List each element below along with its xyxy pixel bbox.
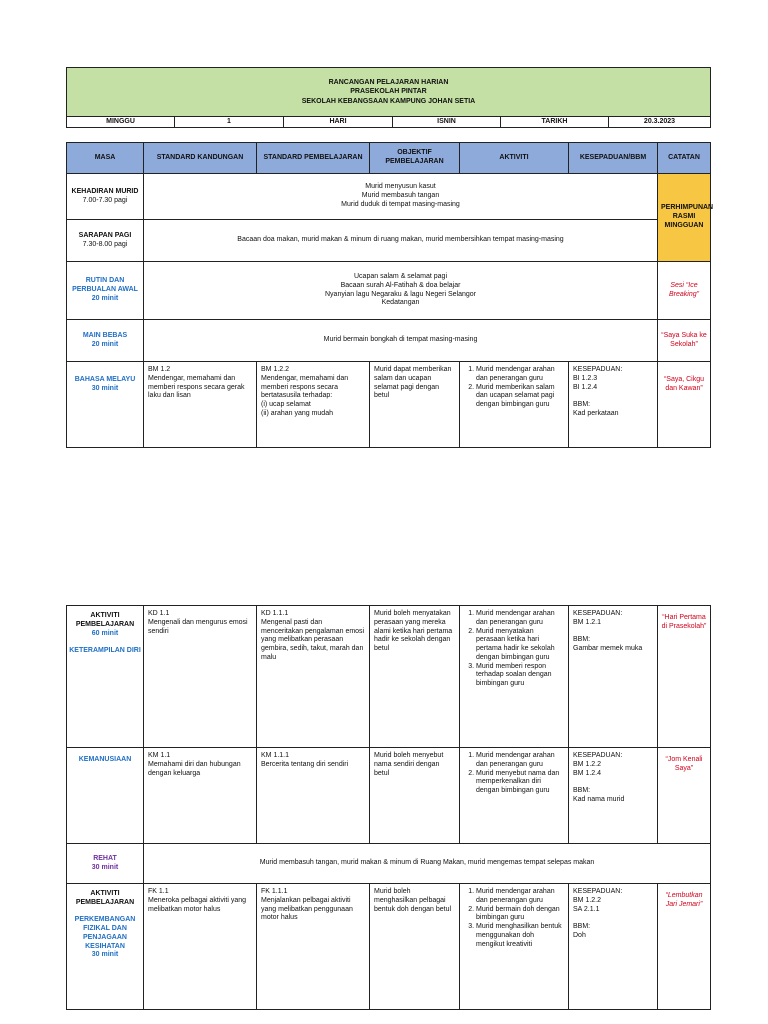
- km-standard-kandungan: KM 1.1 Memahami diri dan hubungan dengan keluarga: [144, 748, 257, 844]
- bm-standard-kandungan: BM 1.2 Mendengar, memahami dan memberi respons secara gerak laku dan lisan: [144, 362, 257, 448]
- fk-standard-pembelajaran: FK 1.1.1 Menjalankan pelbagai aktiviti yang melibatkan penggunaan motor halus: [257, 884, 370, 1010]
- table-row: [67, 220, 711, 262]
- title-line-2: PRASEKOLAH PINTAR: [350, 88, 427, 96]
- col-standard-kandungan: STANDARD KANDUNGAN: [144, 143, 257, 174]
- main-bebas-content: Murid bermain bongkah di tempat masing-masing: [144, 320, 658, 362]
- hari-label: HARI: [284, 117, 393, 128]
- fk-kesepaduan: KESEPADUAN: BM 1.2.2 SA 2.1.1 BBM: Doh: [569, 884, 658, 1010]
- kd-standard-pembelajaran: KD 1.1.1 Mengenal pasti dan menceritakan pengalaman emosi yang melibatkan perasaan gembira, sedih, takut, marah dan malu: [257, 606, 370, 748]
- masa-aktiviti-kd: AKTIVITI PEMBELAJARAN 60 minit KETERAMPILAN DIRI: [67, 606, 144, 748]
- col-objektif: OBJEKTIF PEMBELAJARAN: [370, 143, 460, 174]
- table-row: [67, 262, 711, 320]
- fk-standard-kandungan: FK 1.1 Meneroka pelbagai aktiviti yang melibatkan motor halus: [144, 884, 257, 1010]
- table-row: [67, 320, 711, 362]
- table-row: [67, 844, 711, 884]
- masa-rehat: REHAT 30 minit: [67, 844, 144, 884]
- rutin-content: Ucapan salam & selamat pagi Bacaan surah Al-Fatihah & doa belajar Nyanyian lagu Negaraku & lagu Negeri Selangor Kedatangan: [144, 262, 658, 320]
- kd-standard-kandungan: KD 1.1 Mengenali dan mengurus emosi sendiri: [144, 606, 257, 748]
- col-standard-pembelajaran: STANDARD PEMBELAJARAN: [257, 143, 370, 174]
- header-table: [66, 67, 711, 128]
- kehadiran-content: Murid menyusun kasut Murid membasuh tangan Murid duduk di tempat masing-masing: [144, 174, 658, 220]
- col-kesepaduan: KESEPADUAN/BBM: [569, 143, 658, 174]
- masa-rutin: RUTIN DAN PERBUALAN AWAL 20 minit: [67, 262, 144, 320]
- kd-note: “Hari Pertama di Prasekolah”: [658, 606, 711, 748]
- km-aktiviti: 1. Murid mendengar arahan dan penerangan guru 2. Murid menyebut nama dan memperkenalkan diri dengan bimbingan guru: [460, 748, 569, 844]
- km-standard-pembelajaran: KM 1.1.1 Bercerita tentang diri sendiri: [257, 748, 370, 844]
- fk-note: “Lembutkan Jari Jemari”: [658, 884, 711, 1010]
- tarikh-label: TARIKH: [501, 117, 609, 128]
- kd-kesepaduan: KESEPADUAN: BM 1.2.1 BBM: Gambar memek muka: [569, 606, 658, 748]
- rehat-content: Murid membasuh tangan, murid makan & minum di Ruang Makan, murid mengemas tempat selepas makan: [144, 844, 711, 884]
- masa-kehadiran: KEHADIRAN MURID 7.00-7.30 pagi: [67, 174, 144, 220]
- bm-kesepaduan: KESEPADUAN: BI 1.2.3 BI 1.2.4 BBM: Kad perkataan: [569, 362, 658, 448]
- bm-standard-pembelajaran: BM 1.2.2 Mendengar, memahami dan memberi respons secara bertatasusila terhadap: (i) ucap selamat (ii) arahan yang mudah: [257, 362, 370, 448]
- fk-aktiviti: 1. Murid mendengar arahan dan penerangan guru 2. Murid bermain doh dengan bimbingan guru 3. Murid menghasilkan bentuk menggunakan doh mengikut kreativiti: [460, 884, 569, 1010]
- table-row: [67, 362, 711, 448]
- masa-aktiviti-fk: AKTIVITI PEMBELAJARAN PERKEMBANGAN FIZIKAL DAN PENJAGAAN KESIHATAN 30 minit: [67, 884, 144, 1010]
- masa-main-bebas: MAIN BEBAS 20 minit: [67, 320, 144, 362]
- km-objektif: Murid boleh menyebut nama sendiri dengan betul: [370, 748, 460, 844]
- rutin-note: Sesi “Ice Breaking”: [658, 262, 711, 320]
- table-row: [67, 748, 711, 844]
- main-bebas-note: “Saya Suka ke Sekolah”: [658, 320, 711, 362]
- document-title: [67, 68, 711, 117]
- kd-aktiviti: 1. Murid mendengar arahan dan penerangan guru 2. Murid menyatakan perasaan ketika hari pertama hadir ke sekolah dengan bimbingan guru 3. Murid memberi respon terhadap soalan dengan bimbingan guru: [460, 606, 569, 748]
- table-row: [67, 884, 711, 1010]
- km-note: “Jom Kenali Saya”: [658, 748, 711, 844]
- fk-objektif: Murid boleh menghasilkan pelbagai bentuk doh dengan betul: [370, 884, 460, 1010]
- lesson-plan-table: [66, 142, 714, 448]
- col-catatan: CATATAN: [658, 143, 711, 174]
- masa-sarapan: SARAPAN PAGI 7.30-8.00 pagi: [67, 220, 144, 262]
- bm-note: “Saya, Cikgu dan Kawan”: [658, 362, 711, 448]
- minggu-label: MINGGU: [67, 117, 175, 128]
- title-line-1: RANCANGAN PELAJARAN HARIAN: [328, 78, 449, 86]
- minggu-value: 1: [175, 117, 284, 128]
- masa-bahasa-melayu: BAHASA MELAYU 30 minit: [67, 362, 144, 448]
- tarikh-value: 20.3.2023: [609, 117, 711, 128]
- title-line-3: SEKOLAH KEBANGSAAN KAMPUNG JOHAN SETIA: [301, 97, 476, 105]
- sarapan-content: Bacaan doa makan, murid makan & minum di ruang makan, murid membersihkan tempat masing-masing: [144, 220, 658, 262]
- lesson-plan-table-continued: [66, 605, 711, 1010]
- col-aktiviti: AKTIVITI: [460, 143, 569, 174]
- hari-value: ISNIN: [393, 117, 501, 128]
- perhimpunan-note: PERHIMPUNAN RASMI MINGGUAN: [658, 174, 711, 262]
- masa-kemanusiaan: KEMANUSIAAN: [67, 748, 144, 844]
- col-masa: MASA: [67, 143, 144, 174]
- table-row: [67, 174, 711, 220]
- bm-objektif: Murid dapat memberikan salam dan ucapan selamat pagi dengan betul: [370, 362, 460, 448]
- kd-objektif: Murid boleh menyatakan perasaan yang mereka alami ketika hari pertama hadir ke sekolah dengan betul: [370, 606, 460, 748]
- km-kesepaduan: KESEPADUAN: BM 1.2.2 BM 1.2.4 BBM: Kad nama murid: [569, 748, 658, 844]
- bm-aktiviti: 1. Murid mendengar arahan dan penerangan guru 2. Murid memberikan salam dan ucapan selamat pagi dengan bimbingan guru: [460, 362, 569, 448]
- table-row: [67, 606, 711, 748]
